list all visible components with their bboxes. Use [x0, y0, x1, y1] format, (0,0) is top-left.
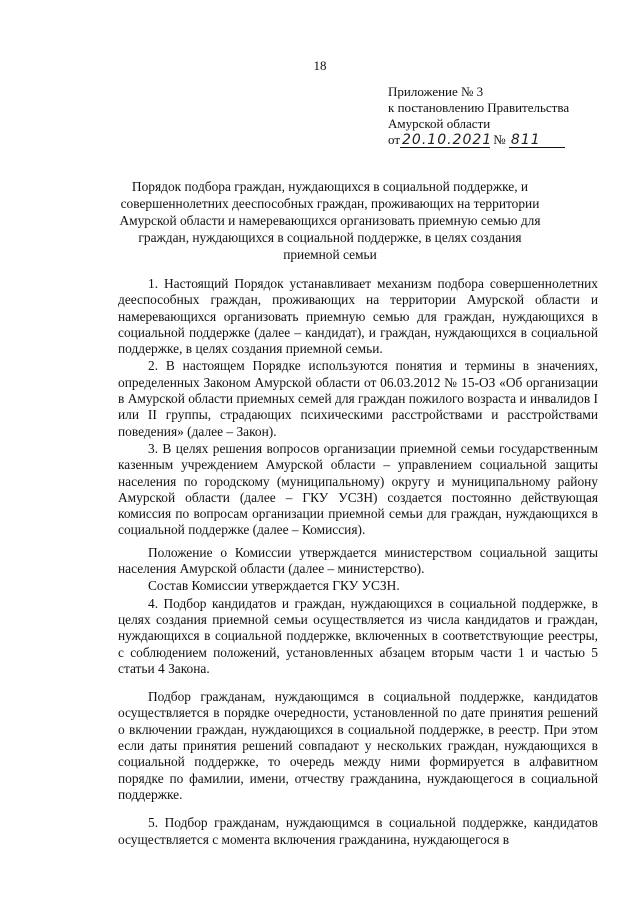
paragraph-commission-regulation: Положение о Комиссии утверждается министерством социальной защиты населения Амурской области (далее – министерство). — [118, 544, 598, 577]
paragraph-5: 5. Подбор гражданам, нуждающимся в социальной поддержке, кандидатов осуществляется с момента включения гражданина, нуждающегося в — [118, 815, 598, 847]
paragraph-2: 2. В настоящем Порядке используются понятия и термины в значениях, определенных Законом Амурской области от 06.03.2012 № 15-ОЗ «Об организации в Амурской области приемных семей для граждан пожилого возраста и инвалидов I или II группы, страдающих психическими расстройствами и расстройствами поведения» (далее – Закон). — [118, 358, 598, 439]
document-title: Порядок подбора граждан, нуждающихся в социальной поддержке, и совершеннолетних дееспособных граждан, проживающих на территории Амурской области и намеревающихся организовать приемную семью для граждан, нуждающихся в социальной поддержке, в целях создания приемной семьи — [119, 179, 541, 262]
appendix-date-line — [388, 132, 569, 148]
paragraph-1: 1. Настоящий Порядок устанавливает механизм подбора совершеннолетних дееспособных граждан, проживающих на территории Амурской области и намеревающихся организовать приемную семью для граждан, нуждающихся в социальной поддержке (далее – кандидат), и граждан, нуждающихся в социальной поддержке, в целях создания приемной семьи. — [118, 276, 598, 357]
number-label: № — [493, 132, 506, 147]
date-prefix: от — [388, 132, 401, 147]
paragraph-commission-composition: Состав Комиссии утверждается ГКУ УСЗН. — [148, 578, 400, 594]
appendix-block — [388, 84, 569, 148]
handwritten-date: 20.10.2021 — [402, 132, 493, 148]
paragraph-4: 4. Подбор кандидатов и граждан, нуждающихся в социальной поддержке, в целях создания приемной семьи осуществляется из числа кандидатов и граждан, нуждающихся в социальной поддержке, включенных в соответствующие реестры, с соблюдением положений, установленных абзацем вторым части 1 и частью 5 статьи 4 Закона. — [118, 595, 598, 676]
appendix-title: Приложение № 3 — [388, 84, 484, 99]
handwritten-number: 811 — [510, 132, 541, 148]
paragraph-selection-order: Подбор гражданам, нуждающимся в социальной поддержке, кандидатов осуществляется в порядке очередности, установленной по дате принятия решений о включении граждан, нуждающихся в социальной поддержке, в реестр. При этом если даты принятия решений совпадают у нескольких граждан, нуждающихся в социальной поддержке, то очередь между ними формируется в алфавитном порядке по фамилии, имени, отчеству гражданина, нуждающегося в социальной поддержке. — [118, 689, 598, 802]
paragraph-3: 3. В целях решения вопросов организации приемной семьи государственным казенным учреждением Амурской области – управлением социальной защиты населения по городскому (муниципальному) округу и муниципальному району Амурской области (далее – ГКУ УСЗН) создается постоянно действующая комиссия по вопросам организации приемной семьи для граждан, нуждающихся в социальной поддержке (далее – Комиссия). — [118, 440, 598, 538]
appendix-resolution: к постановлению Правительства — [388, 100, 570, 115]
document-body — [118, 276, 598, 848]
appendix-region: Амурской области — [388, 116, 491, 131]
page-number: 18 — [313, 58, 327, 73]
